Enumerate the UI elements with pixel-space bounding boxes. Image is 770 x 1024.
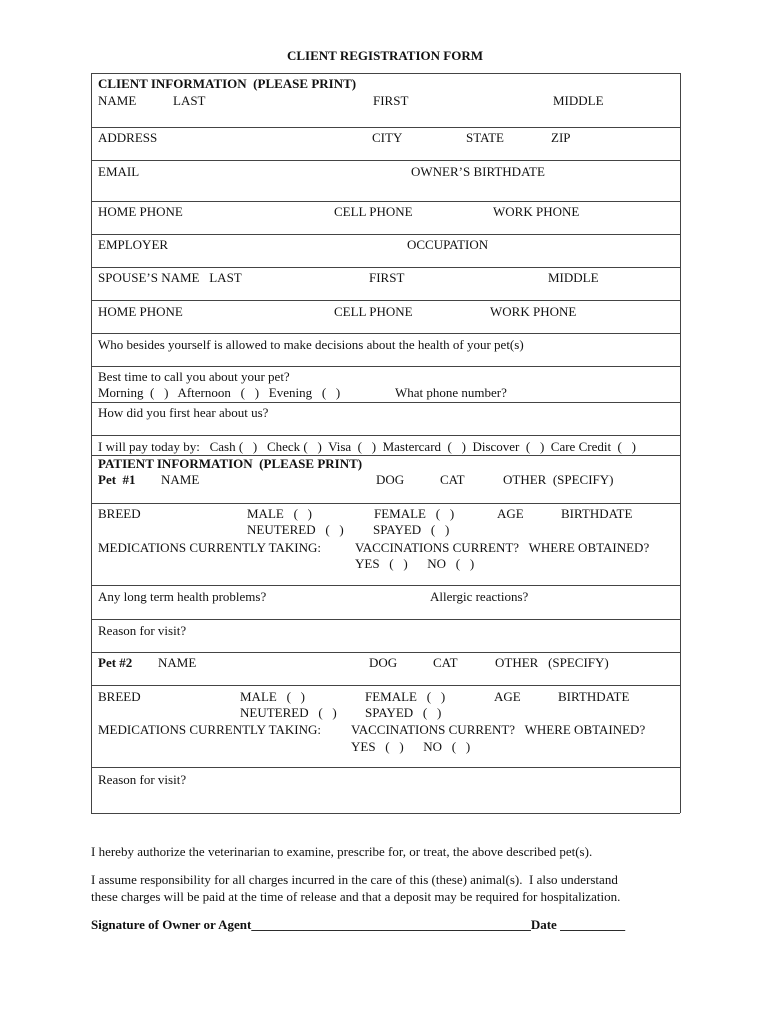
row-divider — [91, 619, 680, 620]
row-divider — [91, 503, 680, 504]
last-name-label: LAST — [173, 93, 206, 108]
pet1-breed-label: BREED — [98, 506, 141, 521]
address-label: ADDRESS — [98, 130, 158, 145]
occupation-label: OCCUPATION — [407, 237, 489, 252]
pet2-spayed-option: SPAYED ( ) — [365, 705, 442, 720]
signature-date-line: Signature of Owner or Agent___________________________________________Date __________ — [91, 917, 626, 932]
pet2-breed-label: BREED — [98, 689, 141, 704]
spouse-first-label: FIRST — [369, 270, 405, 285]
pet1-allergic-label: Allergic reactions? — [430, 589, 529, 604]
row-divider — [91, 585, 680, 586]
row-divider — [91, 267, 680, 268]
pet2-neutered-option: NEUTERED ( ) — [240, 705, 337, 720]
pet1-other-label: OTHER (SPECIFY) — [503, 472, 614, 487]
responsibility-statement-line1: I assume responsibility for all charges incurred in the care of this (these) animal(s). I also understand — [91, 872, 618, 887]
pet2-vaccinations-label: VACCINATIONS CURRENT? WHERE OBTAINED? — [351, 722, 646, 737]
patient-info-header: PATIENT INFORMATION (PLEASE PRINT) — [98, 456, 363, 471]
work-phone-label: WORK PHONE — [493, 204, 580, 219]
pet1-spayed-option: SPAYED ( ) — [373, 522, 450, 537]
pet2-birthdate-label: BIRTHDATE — [558, 689, 630, 704]
best-time-label: Best time to call you about your pet? — [98, 369, 290, 384]
table-left-border — [91, 73, 92, 813]
row-divider — [91, 366, 680, 367]
pet2-age-label: AGE — [494, 689, 521, 704]
pet1-cat-label: CAT — [440, 472, 465, 487]
pet1-label: Pet #1 — [98, 472, 136, 487]
row-divider — [91, 127, 680, 128]
pet1-vaccinations-label: VACCINATIONS CURRENT? WHERE OBTAINED? — [355, 540, 650, 555]
pet2-yes-no-options: YES ( ) NO ( ) — [351, 739, 471, 754]
spouse-name-label: SPOUSE’S NAME LAST — [98, 270, 242, 285]
client-info-header: CLIENT INFORMATION (PLEASE PRINT) — [98, 76, 357, 91]
pet1-neutered-option: NEUTERED ( ) — [247, 522, 344, 537]
pet2-female-option: FEMALE ( ) — [365, 689, 446, 704]
row-divider — [91, 435, 680, 436]
work-phone-label-2: WORK PHONE — [490, 304, 577, 319]
table-right-border — [680, 73, 681, 813]
pet1-health-problems-label: Any long term health problems? — [98, 589, 267, 604]
state-label: STATE — [466, 130, 504, 145]
first-name-label: FIRST — [373, 93, 409, 108]
pet2-reason-label: Reason for visit? — [98, 772, 187, 787]
middle-name-label: MIDDLE — [553, 93, 604, 108]
row-divider — [91, 234, 680, 235]
authorization-statement: I hereby authorize the veterinarian to examine, prescribe for, or treat, the above described pet(s). — [91, 844, 593, 859]
pet1-yes-no-options: YES ( ) NO ( ) — [355, 556, 475, 571]
cell-phone-label-2: CELL PHONE — [334, 304, 413, 319]
pet2-label: Pet #2 — [98, 655, 133, 670]
row-divider — [91, 333, 680, 334]
row-divider — [91, 201, 680, 202]
pet2-other-label: OTHER (SPECIFY) — [495, 655, 609, 670]
employer-label: EMPLOYER — [98, 237, 169, 252]
home-phone-label-2: HOME PHONE — [98, 304, 183, 319]
pet1-female-option: FEMALE ( ) — [374, 506, 455, 521]
zip-label: ZIP — [551, 130, 571, 145]
pet2-cat-label: CAT — [433, 655, 458, 670]
pet1-age-label: AGE — [497, 506, 524, 521]
pet1-male-option: MALE ( ) — [247, 506, 312, 521]
referral-label: How did you first hear about us? — [98, 405, 269, 420]
owner-birthdate-label: OWNER’S BIRTHDATE — [411, 164, 545, 179]
form-title: CLIENT REGISTRATION FORM — [287, 48, 483, 63]
spouse-middle-label: MIDDLE — [548, 270, 599, 285]
phone-number-label: What phone number? — [395, 385, 507, 400]
payment-options: I will pay today by: Cash ( ) Check ( ) Visa ( ) Mastercard ( ) Discover ( ) Care Credit ( ) — [98, 439, 636, 454]
pet2-medications-label: MEDICATIONS CURRENTLY TAKING: — [98, 722, 321, 737]
decision-makers-label: Who besides yourself is allowed to make decisions about the health of your pet(s) — [98, 337, 524, 352]
row-divider — [91, 300, 680, 301]
pet2-name-label: NAME — [158, 655, 197, 670]
home-phone-label: HOME PHONE — [98, 204, 183, 219]
pet1-name-label: NAME — [161, 472, 200, 487]
city-label: CITY — [372, 130, 403, 145]
row-divider — [91, 813, 680, 814]
cell-phone-label: CELL PHONE — [334, 204, 413, 219]
row-divider — [91, 402, 680, 403]
row-divider — [91, 73, 680, 74]
responsibility-statement-line2: these charges will be paid at the time of release and that a deposit may be required for hospitalization. — [91, 889, 621, 904]
row-divider — [91, 685, 680, 686]
pet1-dog-label: DOG — [376, 472, 405, 487]
row-divider — [91, 767, 680, 768]
pet2-male-option: MALE ( ) — [240, 689, 305, 704]
pet1-reason-label: Reason for visit? — [98, 623, 187, 638]
pet1-medications-label: MEDICATIONS CURRENTLY TAKING: — [98, 540, 321, 555]
pet2-dog-label: DOG — [369, 655, 398, 670]
row-divider — [91, 652, 680, 653]
row-divider — [91, 160, 680, 161]
call-time-options: Morning ( ) Afternoon ( ) Evening ( ) — [98, 385, 341, 400]
name-label: NAME — [98, 93, 137, 108]
pet1-birthdate-label: BIRTHDATE — [561, 506, 633, 521]
email-label: EMAIL — [98, 164, 140, 179]
